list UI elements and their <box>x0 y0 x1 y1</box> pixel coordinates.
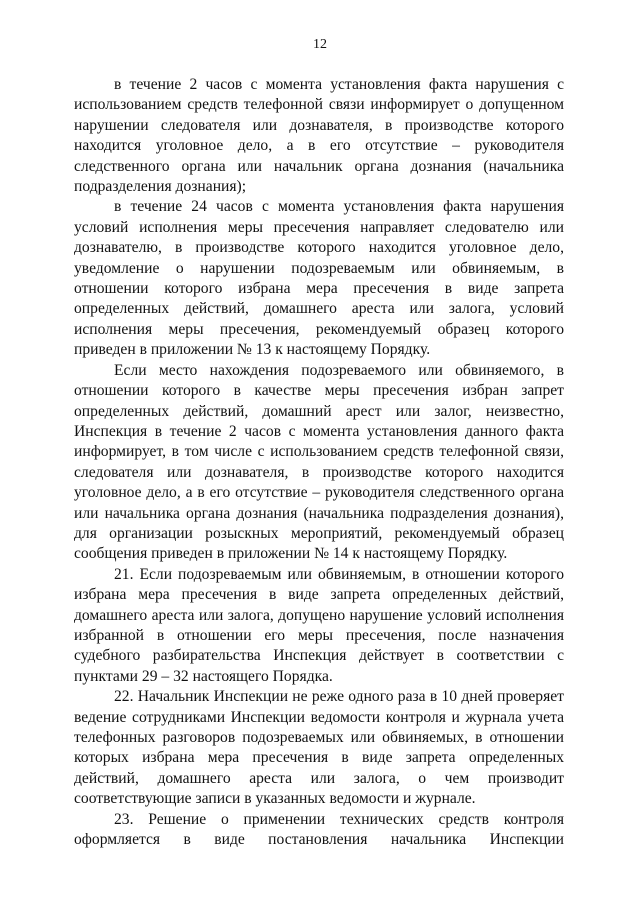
paragraph-notify-investigator: в течение 2 часов с момента установления факта нарушения с использованием средств телефонной связи информирует о допущенном нарушении следователя или дознавателя, в производстве которого находится уголовное дело, а в его отсутствие – руководителя следственного органа или начальник органа дознания (начальника подразделения дознания); <box>74 76 564 196</box>
paragraph-unknown-location: Если место нахождения подозреваемого или обвиняемого, в отношении которого в качестве меры пресечения избран запрет определенных действий, домашний арест или залог, неизвестно, Инспекция в течение 2 часов с момента установления данного факта информирует, в том числе с использованием средств телефонной связи, следователя или дознавателя, в производстве которого находится уголовное дело, а в его отсутствие – руководителя следственного органа или начальника органа дознания (начальника подразделения дознания), для организации розыскных мероприятий, рекомендуемый образец сообщения приведен в приложении № 14 к настоящему Порядку. <box>74 361 564 563</box>
document-body <box>74 75 564 850</box>
page-number: 12 <box>313 37 327 52</box>
paragraph-item-23: 23. Решение о применении технических средств контроля оформляется в виде постановления начальника Инспекции <box>74 810 564 849</box>
paragraph-24-hour-notice: в течение 24 часов с момента установления факта нарушения условий исполнения меры пресечения направляет следователю или дознавателю, в производстве которого находится уголовное дело, уведомление о нарушении подозреваемым или обвиняемым, в отношении которого избрана мера пресечения в виде запрета определенных действий, домашнего ареста или залога, условий исполнения меры пресечения, рекомендуемый образец которого приведен в приложении № 13 к настоящему Порядку. <box>74 198 564 359</box>
paragraph-item-21: 21. Если подозреваемым или обвиняемым, в отношении которого избрана мера пресечения в виде запрета определенных действий, домашнего ареста или залога, допущено нарушение условий исполнения избранной в отношении его меры пресечения, после назначения судебного разбирательства Инспекция действует в соответствии с пунктами 29 – 32 настоящего Порядка. <box>74 565 564 685</box>
paragraph-item-22: 22. Начальник Инспекции не реже одного раза в 10 дней проверяет ведение сотрудниками Инспекции ведомости контроля и журнала учета телефонных разговоров подозреваемых или обвиняемых, в отношении которых избрана мера пресечения в виде запрета определенных действий, домашнего ареста или залога, о чем производит соответствующие записи в указанных ведомости и журнале. <box>74 688 564 808</box>
